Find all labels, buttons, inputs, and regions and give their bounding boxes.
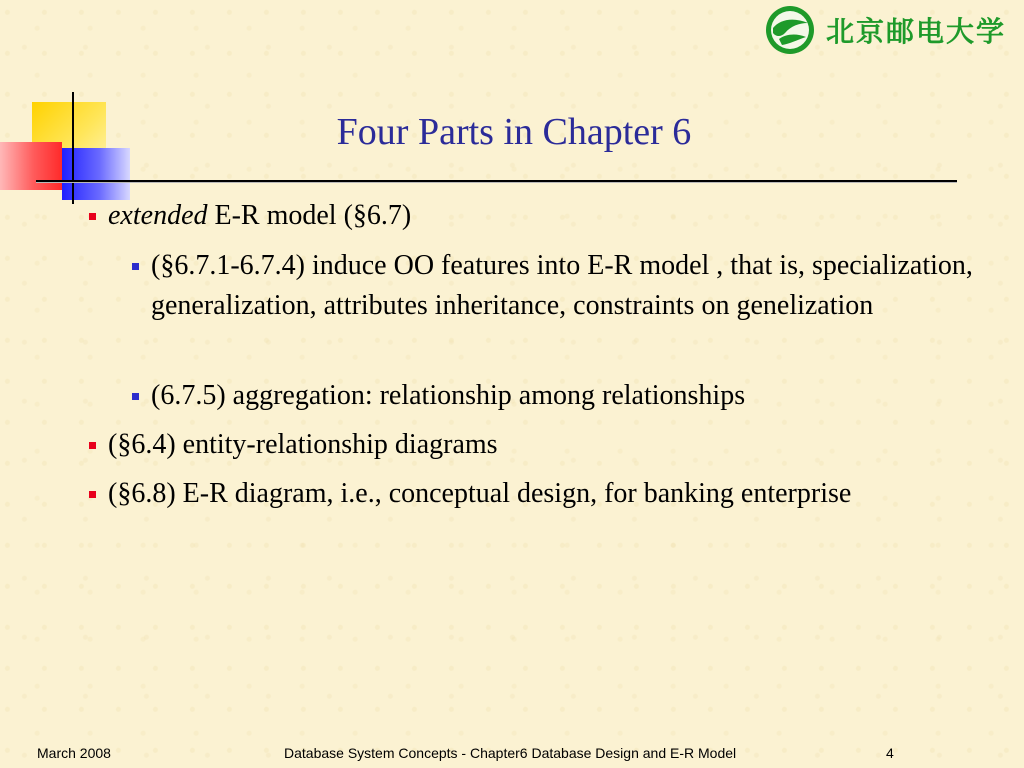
bullet-extended-er-model [108, 196, 928, 236]
bullet-square-icon [89, 213, 96, 220]
bullet-square-icon [89, 491, 96, 498]
bullet-text: E-R model (§6.7) [207, 200, 412, 231]
footer-date: March 2008 [37, 745, 111, 761]
university-emblem-icon [764, 4, 816, 56]
bullet-italic-text: extended [108, 200, 208, 231]
bullet-text: (§6.4) entity-relationship diagrams [108, 429, 498, 460]
subbullet-aggregation [151, 376, 991, 416]
bullet-square-icon [89, 442, 96, 449]
bullet-banking-enterprise [108, 474, 928, 514]
bullet-square-icon [132, 263, 139, 270]
footer-course-title: Database System Concepts - Chapter6 Database Design and E-R Model [284, 745, 737, 761]
university-name: 北京邮电大学 [826, 15, 1007, 48]
bullet-er-diagrams [108, 425, 928, 465]
decor-vertical-line [72, 92, 74, 204]
title-underline-shadow [36, 182, 957, 183]
subbullet-text: (6.7.5) aggregation: relationship among relationships [151, 380, 746, 411]
slide-title: Four Parts in Chapter 6 [336, 111, 692, 153]
university-logo [764, 4, 1006, 56]
bullet-square-icon [132, 393, 139, 400]
subbullet-text: (§6.7.1-6.7.4) induce OO features into E-R model , that is, specialization, generalization, attributes inheritance, constraints on genelization [151, 250, 973, 321]
bullet-text: (§6.8) E-R diagram, i.e., conceptual design, for banking enterprise [108, 478, 852, 509]
subbullet-oo-features [151, 246, 991, 326]
footer-page-number: 4 [886, 745, 894, 761]
